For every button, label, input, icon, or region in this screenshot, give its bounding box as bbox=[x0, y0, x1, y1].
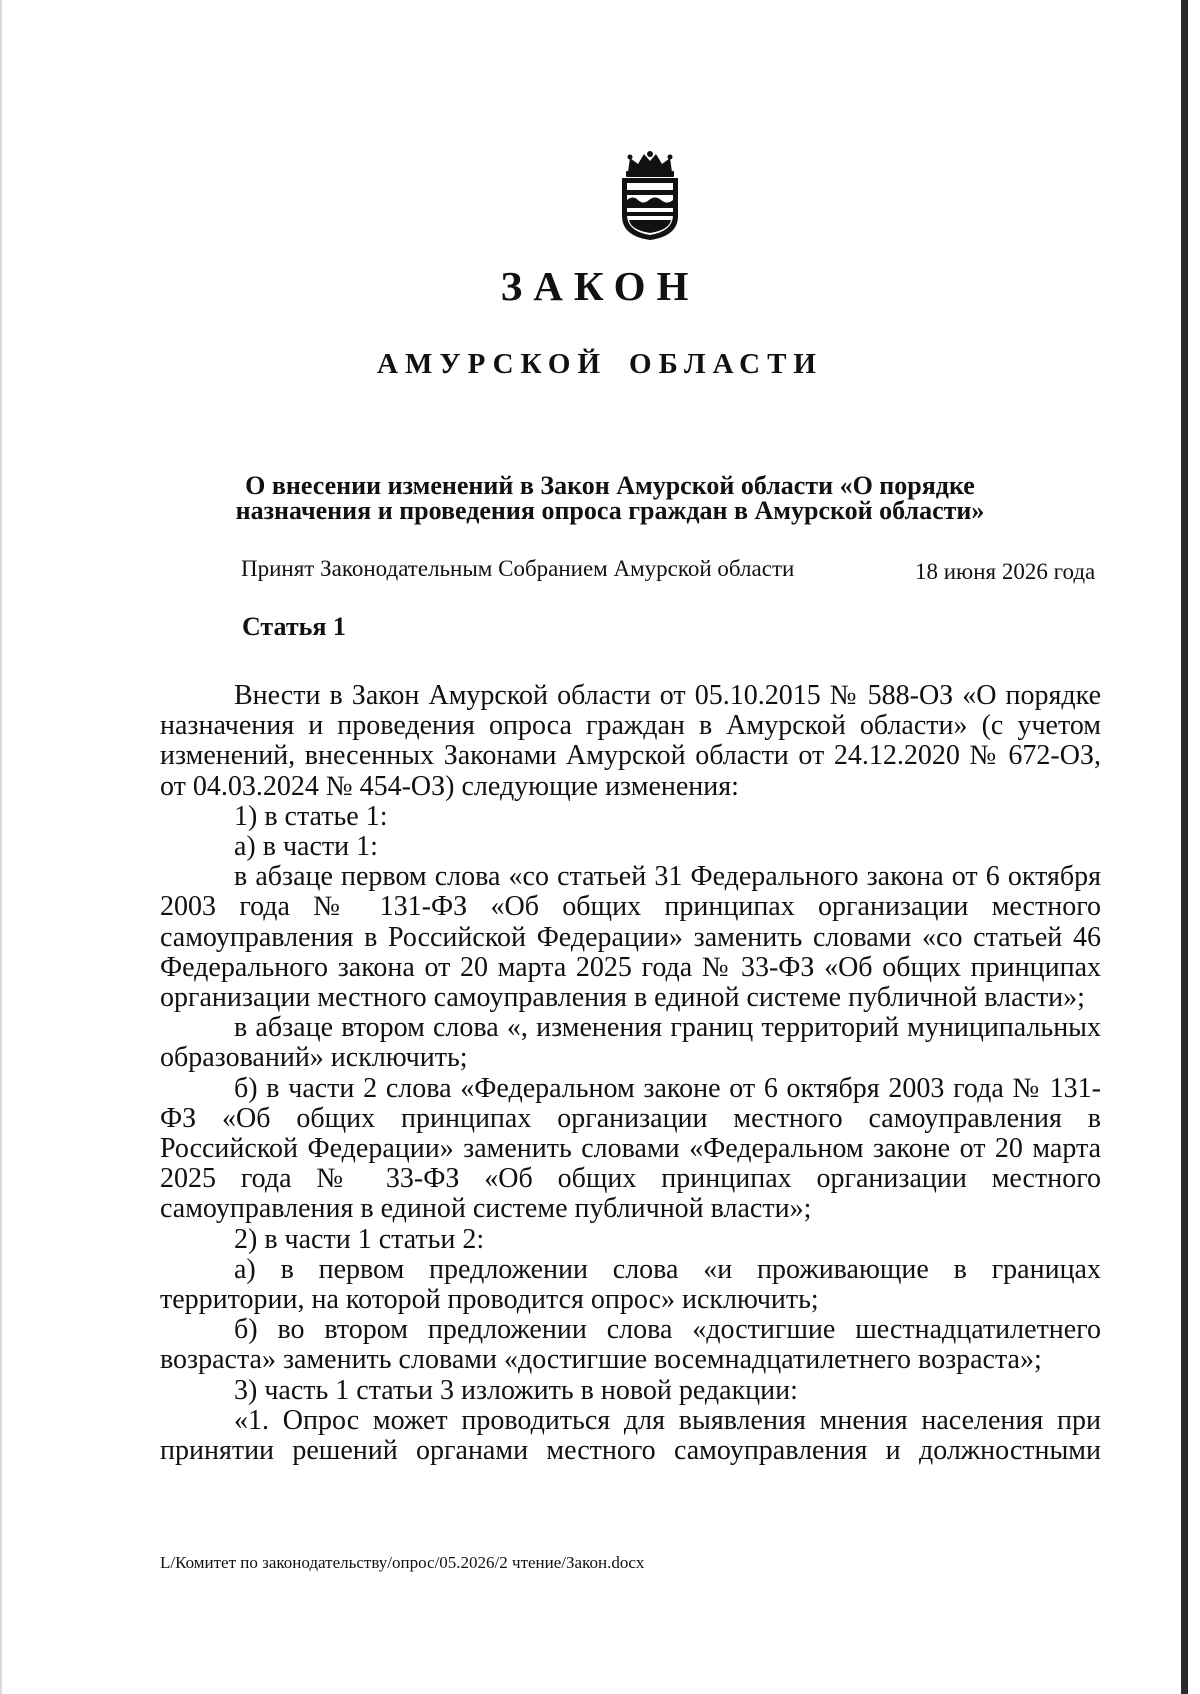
scan-edge-right bbox=[1181, 0, 1188, 1694]
coat-of-arms-icon bbox=[612, 150, 688, 242]
paragraph: 3) часть 1 статьи 3 изложить в новой редакции: bbox=[234, 1374, 798, 1406]
adopted-date-text: 18 июня 2026 года bbox=[915, 559, 1096, 584]
paragraph: 2) в части 1 статьи 2: bbox=[234, 1223, 485, 1255]
paragraph: в абзаце втором слова «, изменения границ территорий муниципальных образований» исключить; bbox=[160, 1012, 1101, 1074]
law-heading bbox=[160, 473, 1060, 523]
law-heading-line-1: О внесении изменений в Закон Амурской области «О порядке bbox=[245, 471, 975, 500]
paragraph: б) в части 2 слова «Федеральном законе от 6 октября 2003 года № 131-ФЗ «Об общих принципах организации местного самоуправления в Российской Федерации» заменить словами «Федеральном законе от 20 марта 2025 года № 33-ФЗ «Об общих принципах организации местного самоуправления в единой системе публичной власти»; bbox=[160, 1072, 1101, 1225]
footer-file-path: L/Комитет по законодательству/опрос/05.2026/2 чтение/Закон.docx bbox=[160, 1553, 645, 1572]
paragraph: Внести в Закон Амурской области от 05.10.2015 № 588-ОЗ «О порядке назначения и проведения опроса граждан в Амурской области» (с учетом изменений, внесенных Законами Амурской области от 24.12.2020 № 672-ОЗ, от 04.03.2024 № 454-ОЗ) следующие изменения: bbox=[160, 680, 1101, 802]
subtitle-word-amurskoy: АМУРСКОЙ bbox=[377, 348, 608, 380]
paragraph: в абзаце первом слова «со статьей 31 Федерального закона от 6 октября 2003 года № 131-ФЗ «Об общих принципах организации местного самоуправления в Российской Федерации» заменить словами «со статьей 46 Федерального закона от 20 марта 2025 года № 33-ФЗ «Об общих принципах организации местного самоуправления в единой системе публичной власти»; bbox=[160, 861, 1101, 1014]
document-subtitle bbox=[0, 348, 1200, 381]
article-body bbox=[160, 681, 1101, 1466]
subtitle-word-oblasti: ОБЛАСТИ bbox=[629, 348, 823, 380]
adopted-by-text: Принят Законодательным Собранием Амурской области bbox=[241, 556, 795, 581]
paragraph: а) в части 1: bbox=[234, 831, 378, 863]
scan-edge-left bbox=[0, 0, 2, 1694]
paragraph: 1) в статье 1: bbox=[234, 800, 388, 832]
article-title: Статья 1 bbox=[242, 612, 346, 641]
document-title: ЗАКОН bbox=[500, 263, 700, 309]
paragraph: б) во втором предложении слова «достигшие шестнадцатилетнего возраста» заменить словами «достигшие восемнадцатилетнего возраста»; bbox=[160, 1314, 1101, 1376]
paragraph: а) в первом предложении слова «и проживающие в границах территории, на которой проводится опрос» исключить; bbox=[160, 1253, 1101, 1316]
paragraph: «1. Опрос может проводиться для выявления мнения населения при принятии решений органами местного самоуправления и должностными bbox=[160, 1404, 1101, 1467]
law-heading-line-2: назначения и проведения опроса граждан в Амурской области» bbox=[235, 496, 985, 525]
